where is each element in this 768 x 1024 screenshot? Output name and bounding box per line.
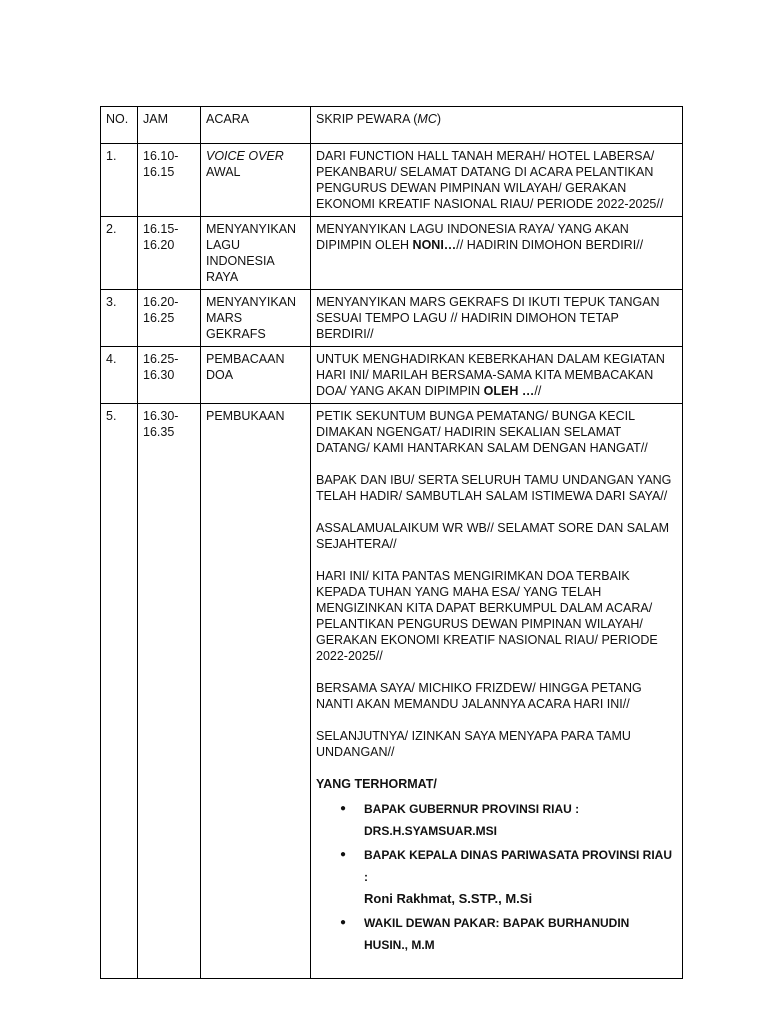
guest-list — [316, 798, 677, 956]
row-acara — [201, 404, 311, 979]
row-script — [311, 404, 683, 979]
row-acara — [201, 144, 311, 217]
guest-item — [340, 844, 677, 910]
row-acara — [201, 290, 311, 347]
row-no: 4. — [101, 347, 138, 404]
guest-name: HUSIN., M.M — [364, 938, 435, 952]
header-skrip-prefix: SKRIP PEWARA ( — [316, 112, 418, 126]
script-paragraph: BERSAMA SAYA/ MICHIKO FRIZDEW/ HINGGA PETANG NANTI AKAN MEMANDU JALANNYA ACARA HARI INI// — [316, 681, 642, 711]
row-acara — [201, 217, 311, 290]
row-no: 2. — [101, 217, 138, 290]
script-paragraph: SELANJUTNYA/ IZINKAN SAYA MENYAPA PARA TAMU UNDANGAN// — [316, 729, 631, 759]
greeting-heading: YANG TERHORMAT/ — [316, 777, 437, 791]
row-script-text: DARI FUNCTION HALL TANAH MERAH/ HOTEL LABERSA/ PEKANBARU/ SELAMAT DATANG DI ACARA PELANTIKAN PENGURUS DEWAN PIMPINAN WILAYAH/ GERAKAN EKONOMI KREATIF NASIONAL RIAU/ PERIODE 2022-2025// — [316, 149, 664, 211]
row-script-text: UNTUK MENGHADIRKAN KEBERKAHAN DALAM KEGIATAN HARI INI/ MARILAH BERSAMA-SAMA KITA MEMBACAKAN DOA/ YANG AKAN DIPIMPIN — [316, 352, 665, 398]
row-jam — [138, 290, 201, 347]
row-no: 5. — [101, 404, 138, 979]
row-script-text-end: // HADIRIN DIMOHON BERDIRI// — [456, 238, 644, 252]
table-row — [101, 144, 683, 217]
table-row — [101, 404, 683, 979]
header-skrip-mc: MC — [417, 112, 437, 126]
header-no: NO. — [101, 107, 138, 144]
header-skrip — [311, 107, 683, 144]
guest-item — [340, 912, 677, 956]
row-jam-text: 16.15- 16.20 — [143, 222, 179, 252]
row-acara-text: MENYANYIKAN LAGU INDONESIA RAYA — [206, 222, 297, 284]
row-script — [311, 217, 683, 290]
table-row — [101, 290, 683, 347]
row-script-text: MENYANYIKAN LAGU INDONESIA RAYA/ YANG AKAN DIPIMPIN OLEH — [316, 222, 629, 252]
header-skrip-suffix: ) — [436, 112, 442, 126]
guest-name: Roni Rakhmat, S.STP., M.Si — [364, 891, 533, 906]
row-script — [311, 290, 683, 347]
table-header-row — [101, 107, 683, 144]
script-paragraph: ASSALAMUALAIKUM WR WB// SELAMAT SORE DAN SALAM SEJAHTERA// — [316, 521, 670, 551]
row-no: 3. — [101, 290, 138, 347]
row-script-bold: OLEH … — [483, 384, 535, 398]
row-no: 1. — [101, 144, 138, 217]
script-paragraph: BAPAK DAN IBU/ SERTA SELURUH TAMU UNDANGAN YANG TELAH HADIR/ SAMBUTLAH SALAM ISTIMEWA DARI SAYA// — [316, 473, 672, 503]
rundown-table — [100, 106, 683, 979]
header-jam: JAM — [138, 107, 201, 144]
guest-name: DRS.H.SYAMSUAR.MSI — [364, 824, 497, 838]
row-script-text-end: // — [534, 384, 542, 398]
script-paragraph: PETIK SEKUNTUM BUNGA PEMATANG/ BUNGA KECIL DIMAKAN NGENGAT/ HADIRIN SEKALIAN SELAMAT DATANG/ KAMI HANTARKAN SALAM DENGAN HANGAT// — [316, 409, 648, 455]
bullet-icon: ● — [340, 849, 347, 860]
row-jam-text: 16.10- 16.15 — [143, 149, 179, 179]
row-jam — [138, 144, 201, 217]
table-row — [101, 217, 683, 290]
row-acara-text: AWAL — [206, 165, 241, 179]
guest-item — [340, 798, 677, 842]
row-jam — [138, 404, 201, 979]
row-acara-text: MENYANYIKAN MARS GEKRAFS — [206, 295, 297, 341]
row-acara-text: PEMBACAAN DOA — [206, 352, 285, 382]
row-jam — [138, 217, 201, 290]
row-script — [311, 144, 683, 217]
script-paragraph: HARI INI/ KITA PANTAS MENGIRIMKAN DOA TERBAIK KEPADA TUHAN YANG MAHA ESA/ YANG TELAH MENGIZINKAN KITA DAPAT BERKUMPUL DALAM ACARA/ PELANTIKAN PENGURUS DEWAN PIMPINAN WILAYAH/ GERAKAN EKONOMI KREATIF NASIONAL RIAU/ PERIODE 2022-2025// — [316, 569, 658, 663]
row-jam-text: 16.25- 16.30 — [143, 352, 179, 382]
guest-title: BAPAK KEPALA DINAS PARIWASATA PROVINSI RIAU : — [364, 848, 673, 884]
header-acara: ACARA — [201, 107, 311, 144]
row-script-bold: NONI… — [412, 238, 457, 252]
table-row — [101, 347, 683, 404]
bullet-icon: ● — [340, 803, 347, 814]
guest-title: BAPAK GUBERNUR PROVINSI RIAU : — [364, 802, 580, 816]
row-acara-text: PEMBUKAAN — [206, 409, 285, 423]
bullet-icon: ● — [340, 917, 347, 928]
row-jam-text: 16.20- 16.25 — [143, 295, 179, 325]
row-jam-text: 16.30- 16.35 — [143, 409, 179, 439]
guest-title: WAKIL DEWAN PAKAR: BAPAK BURHANUDIN — [364, 916, 630, 930]
row-acara — [201, 347, 311, 404]
row-script — [311, 347, 683, 404]
row-jam — [138, 347, 201, 404]
row-script-text: MENYANYIKAN MARS GEKRAFS DI IKUTI TEPUK TANGAN SESUAI TEMPO LAGU // HADIRIN DIMOHON TETAP BERDIRI// — [316, 295, 660, 341]
row-acara-italic: VOICE OVER — [206, 149, 284, 163]
